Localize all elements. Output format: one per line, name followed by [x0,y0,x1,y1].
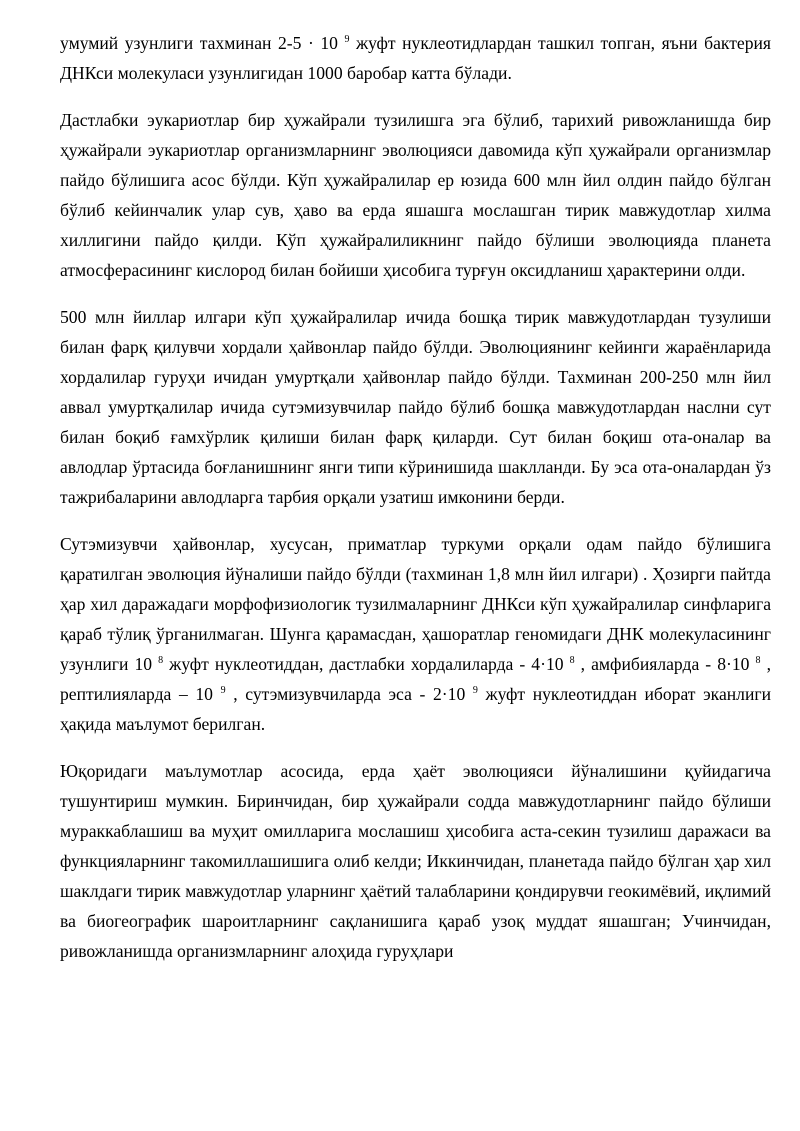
paragraph-1 [60,28,771,88]
text-run: Юқоридаги маълумотлар асосида, ерда ҳаёт эволюцияси йўналишини қуйидагича тушунтириш мумкин. Биринчидан, бир ҳужайрали содда мавжудотларнинг пайдо бўлиши мураккаблашиш ва муҳит омилларига мослашиш ҳисобига аста-секин тузилиш даражаси ва функцияларнинг такомиллашишига олиб келди; Иккинчидан, планетада пайдо бўлган ҳар хил шаклдаги тирик мавжудотлар уларнинг ҳаётий талабларини қондирувчи геокимёвий, иқлимий ва биогеографик шароитларнинг сақланишига қараб узоқ муддат яшашган; Учинчидан, ривожланишда организмларнинг алоҳида гуруҳлари [60,761,771,961]
text-run: , амфибияларда - 8·10 [574,654,756,674]
superscript: 8 [755,655,761,666]
superscript: 8 [569,655,575,666]
paragraph-3 [60,302,771,512]
paragraph-2 [60,105,771,285]
text-run: жуфт нуклеотидлардан ташкил топган, яъни бактерия ДНКси молекуласи узунлигидан 1000 баробар катта бўлади. [60,33,771,83]
paragraph-5 [60,756,771,966]
text-run: 500 млн йиллар илгари кўп ҳужайралилар ичида бошқа тирик мавжудотлардан тузулиши билан фарқ қилувчи хордали ҳайвонлар пайдо бўлди. Эволюциянинг кейинги жараёнларида хордалилар гуруҳи ичидан умуртқали ҳайвонлар пайдо бўлди. Тахминан 200-250 млн йил аввал умуртқалилар ичида сутэмизувчилар пайдо бўлиб бошқа мавжудотлардан наслни сут билан боқиб ғамхўрлик қилиши билан фарқ қиларди. Сут билан боқиш ота-оналар ва авлодлар ўртасида боғланишнинг янги типи кўринишида шаклланди. Бу эса ота-оналардан ўз тажрибаларини авлодларга тарбия орқали узатиш имконини берди. [60,307,771,507]
text-run: умумий узунлиги тахминан 2-5 · 10 [60,33,345,53]
text-run: , сутэмизувчиларда эса - 2·10 [225,684,473,704]
superscript: 9 [344,34,350,45]
document-page [60,28,771,983]
text-run: Дастлабки эукариотлар бир ҳужайрали тузилишга эга бўлиб, тарихий ривожланишда бир ҳужайрали эукариотлар организмларнинг эволюцияси давомида кўп ҳужайрали организмлар пайдо бўлишига асос бўлди. Кўп ҳужайралилар ер юзида 600 млн йил олдин пайдо бўлган бўлиб кейинчалик улар сув, ҳаво ва ерда яшашга мослашган тирик мавжудотлар хилма хиллигини пайдо қилди. Кўп ҳужайралиликнинг пайдо бўлиши эволюцияда планета атмосферасининг кислород билан бойиши ҳисобига турғун оксидланиш ҳарактерини олди. [60,110,771,280]
superscript: 9 [472,685,478,696]
text-run: жуфт нуклеотиддан иборат эканлиги ҳақида маълумот берилган. [60,684,772,734]
text-run: жуфт нуклеотиддан, дастлабки хордалиларда - 4·10 [163,654,570,674]
paragraph-4 [60,529,771,739]
text-run: , рептилияларда – 10 [60,654,771,704]
superscript: 9 [220,685,226,696]
superscript: 8 [158,655,164,666]
text-run: Сутэмизувчи ҳайвонлар, хусусан, приматлар туркуми орқали одам пайдо бўлишига қаратилган эволюция йўналиши пайдо бўлди (тахминан 1,8 млн йил илгари) . Ҳозирги пайтда ҳар хил даражадаги морфофизиологик тузилмаларнинг ДНКси кўп ҳужайралилар синфларига қараб тўлиқ ўрганилмаган. Шунга қарамасдан, ҳашоратлар геномидаги ДНК молекуласининг узунлиги 10 [60,534,771,674]
